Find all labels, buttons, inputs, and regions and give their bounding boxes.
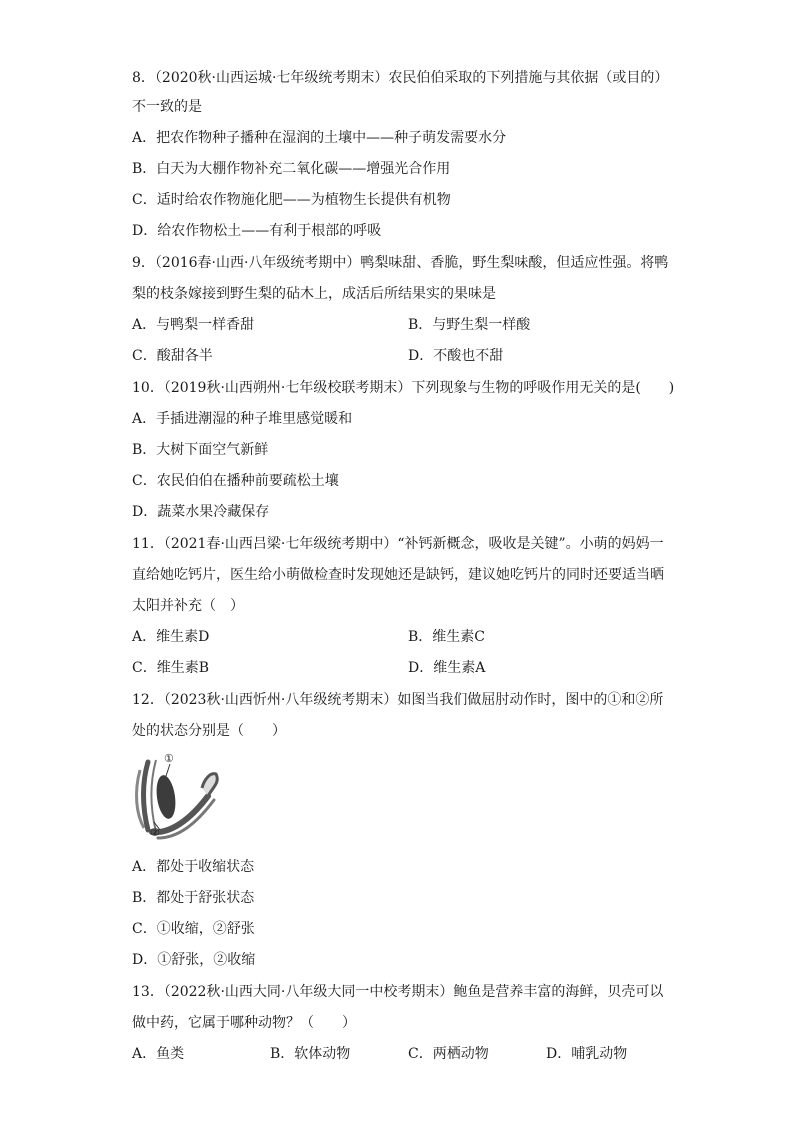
question-stem: 处的状态分别是（ ） <box>132 723 286 739</box>
option-d: D．维生素A <box>408 660 486 676</box>
question-stem: 直给她吃钙片，医生给小萌做检查时发现她还是缺钙，建议她吃钙片的同时还要适当晒 <box>132 567 664 583</box>
option-d: D．哺乳动物 <box>546 1046 628 1062</box>
question-stem: 做中药，它属于哪种动物？（ ） <box>132 1015 356 1031</box>
question-stem: 11．（2021春·山西吕梁·七年级统考期中）“补钙新概念，吸收是关键”。小萌的妈妈一 <box>132 536 664 552</box>
question-stem: 13．（2022秋·山西大同·八年级大同一中校考期末）鲍鱼是营养丰富的海鲜，贝壳可以 <box>132 984 664 1000</box>
figure-label-1: ① <box>164 752 174 765</box>
option-d: D．蔬菜水果冷藏保存 <box>132 504 270 520</box>
option-a: A．鱼类 <box>132 1046 185 1062</box>
option-c: C．维生素B <box>132 660 209 676</box>
question-stem: 8．（2020秋·山西运城·七年级统考期末）农民伯伯采取的下列措施与其依据（或目的） <box>132 70 669 86</box>
option-a: A．手插进潮湿的种子堆里感觉暖和 <box>132 411 353 427</box>
option-d: D．①舒张，②收缩 <box>132 952 256 968</box>
question-stem: 12．（2023秋·山西忻州·八年级统考期末）如图当我们做屈肘动作时，图中的①和②所 <box>132 692 664 708</box>
option-c: C．两栖动物 <box>408 1046 489 1062</box>
option-a: A．维生素D <box>132 629 210 645</box>
option-c: C．适时给农作物施化肥——为植物生长提供有机物 <box>132 192 451 208</box>
elbow-flexion-figure <box>130 752 222 842</box>
option-b: B．都处于舒张状态 <box>132 890 255 906</box>
question-stem: 太阳并补充（ ） <box>132 598 244 614</box>
option-c: C．①收缩，②舒张 <box>132 921 255 937</box>
option-d: D．给农作物松土——有利于根部的呼吸 <box>132 223 382 239</box>
question-stem: 不一致的是 <box>132 99 202 115</box>
option-b: B．软体动物 <box>270 1046 351 1062</box>
option-a: A．与鸭梨一样香甜 <box>132 317 255 333</box>
option-b: B．白天为大棚作物补充二氧化碳——增强光合作用 <box>132 161 451 177</box>
option-b: B．大树下面空气新鲜 <box>132 442 269 458</box>
option-b: B．维生素C <box>408 629 485 645</box>
option-c: C．酸甜各半 <box>132 348 213 364</box>
question-stem: 9．（2016春·山西·八年级统考期中）鸭梨味甜、香脆，野生梨味酸，但适应性强。将鸭 <box>132 255 669 271</box>
option-a: A．把农作物种子播种在湿润的土壤中——种子萌发需要水分 <box>132 130 507 146</box>
option-c: C．农民伯伯在播种前要疏松土壤 <box>132 473 339 489</box>
question-stem: 梨的枝条嫁接到野生梨的砧木上，成活后所结果实的果味是 <box>132 286 496 302</box>
option-d: D．不酸也不甜 <box>408 348 504 364</box>
question-stem: 10．（2019秋·山西朔州·七年级校联考期末）下列现象与生物的呼吸作用无关的是( ) <box>132 380 675 396</box>
option-b: B．与野生梨一样酸 <box>408 317 531 333</box>
figure-label-2: ② <box>150 826 160 839</box>
option-a: A．都处于收缩状态 <box>132 859 255 875</box>
